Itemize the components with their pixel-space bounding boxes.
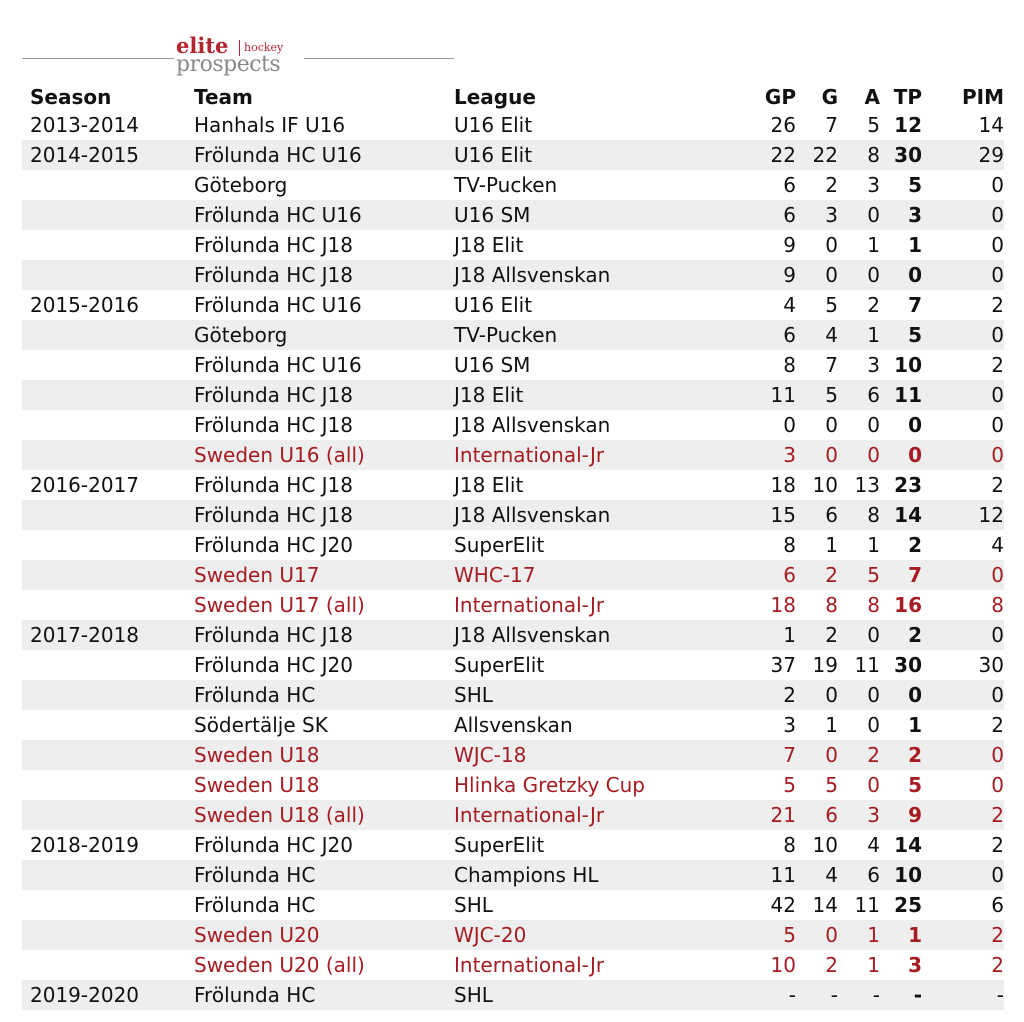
cell-g: 2: [796, 620, 838, 650]
table-row: [22, 500, 1004, 530]
cell-league: U16 SM: [454, 353, 531, 377]
header-team: Team: [194, 85, 253, 109]
table-row: [22, 170, 1004, 200]
cell-gp: 11: [736, 380, 796, 410]
cell-gp: 8: [783, 833, 796, 857]
table-row: [22, 230, 1004, 260]
cell-team: Frölunda HC J18: [194, 413, 353, 437]
cell-gp: 9: [736, 260, 796, 290]
cell-tp: -: [880, 980, 922, 1010]
cell-a: 1: [838, 920, 880, 950]
cell-gp: 2: [736, 680, 796, 710]
cell-a: 1: [867, 533, 880, 557]
cell-pim: 0: [922, 740, 1004, 770]
table-row: [22, 410, 1004, 440]
cell-league: SuperElit: [454, 533, 545, 557]
header-tp: TP: [893, 85, 922, 109]
cell-gp: 0: [783, 413, 796, 437]
cell-a: 8: [838, 140, 880, 170]
cell-league: International-Jr: [454, 593, 605, 617]
cell-tp: 2: [908, 533, 922, 557]
cell-league: SHL: [454, 980, 736, 1010]
cell-season: [22, 410, 194, 440]
cell-pim: 2: [991, 833, 1004, 857]
cell-gp: 6: [783, 173, 796, 197]
table-row: [22, 890, 1004, 920]
cell-pim: 29: [922, 140, 1004, 170]
table-row: [22, 680, 1004, 710]
table-row: [22, 710, 1004, 740]
cell-tp: 10: [880, 860, 922, 890]
logo-elite-text: elite: [176, 33, 229, 58]
cell-team: Frölunda HC J18: [194, 233, 353, 257]
cell-g: 2: [796, 560, 838, 590]
cell-tp: 10: [894, 353, 922, 377]
cell-gp: 5: [736, 920, 796, 950]
cell-team: Frölunda HC: [194, 980, 454, 1010]
cell-tp: 25: [894, 893, 922, 917]
cell-team: Göteborg: [194, 320, 454, 350]
cell-pim: 4: [991, 533, 1004, 557]
cell-a: 3: [867, 353, 880, 377]
cell-g: 0: [796, 680, 838, 710]
cell-gp: -: [736, 980, 796, 1010]
cell-team: Frölunda HC J20: [194, 653, 353, 677]
cell-league: U16 Elit: [454, 293, 533, 317]
cell-league: WHC-17: [454, 560, 736, 590]
table-row: [22, 380, 1004, 410]
cell-gp: 9: [783, 233, 796, 257]
table-row: [22, 110, 1004, 140]
cell-season: 2016-2017: [30, 473, 140, 497]
cell-tp: 7: [880, 560, 922, 590]
cell-season: 2013-2014: [30, 113, 140, 137]
cell-league: TV-Pucken: [454, 173, 558, 197]
cell-pim: 0: [922, 680, 1004, 710]
cell-a: 8: [838, 500, 880, 530]
cell-tp: 5: [908, 173, 922, 197]
cell-gp: 5: [783, 773, 796, 797]
cell-team: Sweden U17 (all): [194, 593, 365, 617]
cell-season: 2015-2016: [30, 293, 140, 317]
cell-league: J18 Allsvenskan: [454, 620, 736, 650]
cell-g: 8: [825, 593, 838, 617]
cell-gp: 1: [736, 620, 796, 650]
elite-prospects-logo: [22, 34, 454, 82]
cell-league: U16 Elit: [454, 140, 736, 170]
cell-g: 3: [796, 200, 838, 230]
cell-g: 2: [825, 173, 838, 197]
table-row: [22, 830, 1004, 860]
cell-a: 5: [867, 113, 880, 137]
cell-team: Frölunda HC J18: [194, 620, 454, 650]
cell-season: [22, 800, 194, 830]
cell-tp: 9: [880, 800, 922, 830]
cell-league: WJC-20: [454, 920, 736, 950]
cell-a: 0: [867, 713, 880, 737]
cell-team: Frölunda HC J18: [194, 260, 454, 290]
cell-a: 6: [838, 380, 880, 410]
cell-a: 2: [838, 740, 880, 770]
cell-g: 4: [796, 860, 838, 890]
cell-a: 0: [867, 413, 880, 437]
cell-team: Göteborg: [194, 173, 288, 197]
cell-g: 0: [796, 920, 838, 950]
cell-tp: 1: [908, 713, 922, 737]
cell-season: 2018-2019: [30, 833, 140, 857]
cell-a: 11: [854, 653, 880, 677]
cell-pim: 2: [991, 953, 1004, 977]
cell-gp: 11: [736, 860, 796, 890]
cell-g: 7: [825, 353, 838, 377]
cell-g: 14: [812, 893, 838, 917]
cell-a: 1: [867, 953, 880, 977]
cell-pim: 0: [922, 440, 1004, 470]
cell-pim: 2: [991, 473, 1004, 497]
cell-pim: 0: [922, 380, 1004, 410]
cell-league: J18 Allsvenskan: [454, 500, 736, 530]
cell-pim: 0: [922, 620, 1004, 650]
cell-season: [22, 890, 194, 920]
cell-g: 5: [825, 773, 838, 797]
cell-pim: 2: [922, 920, 1004, 950]
cell-tp: 5: [880, 320, 922, 350]
cell-league: U16 SM: [454, 200, 736, 230]
cell-tp: 0: [908, 413, 922, 437]
cell-tp: 11: [880, 380, 922, 410]
stats-body: [22, 110, 1004, 1010]
cell-pim: 0: [991, 773, 1004, 797]
cell-season: [22, 680, 194, 710]
cell-gp: 8: [783, 533, 796, 557]
cell-g: 6: [796, 800, 838, 830]
cell-a: 0: [838, 440, 880, 470]
cell-team: Frölunda HC U16: [194, 200, 454, 230]
cell-tp: 2: [880, 740, 922, 770]
cell-pim: 6: [991, 893, 1004, 917]
cell-g: 6: [796, 500, 838, 530]
table-row: [22, 860, 1004, 890]
cell-pim: 0: [922, 560, 1004, 590]
cell-a: 1: [838, 320, 880, 350]
stats-header-row: [22, 82, 1004, 110]
cell-season: [22, 440, 194, 470]
cell-league: J18 Allsvenskan: [454, 260, 736, 290]
cell-gp: 7: [736, 740, 796, 770]
cell-a: 3: [838, 800, 880, 830]
table-row: [22, 560, 1004, 590]
cell-g: 1: [825, 533, 838, 557]
cell-league: International-Jr: [454, 800, 736, 830]
cell-team: Frölunda HC: [194, 680, 454, 710]
cell-pim: 2: [991, 713, 1004, 737]
cell-season: [22, 770, 194, 800]
cell-pim: 2: [991, 293, 1004, 317]
cell-gp: 8: [783, 353, 796, 377]
cell-g: 19: [812, 653, 838, 677]
cell-tp: 14: [894, 833, 922, 857]
cell-pim: 0: [991, 413, 1004, 437]
cell-a: 1: [867, 233, 880, 257]
cell-league: SuperElit: [454, 833, 545, 857]
cell-season: [22, 380, 194, 410]
cell-season: [22, 710, 194, 740]
cell-team: Sweden U16 (all): [194, 440, 454, 470]
cell-league: TV-Pucken: [454, 320, 736, 350]
table-row: [22, 800, 1004, 830]
cell-season: [22, 350, 194, 380]
cell-tp: 1: [908, 233, 922, 257]
cell-gp: 6: [736, 560, 796, 590]
table-row: [22, 980, 1004, 1010]
cell-tp: 14: [880, 500, 922, 530]
cell-g: 1: [825, 713, 838, 737]
cell-league: International-Jr: [454, 440, 736, 470]
cell-tp: 30: [880, 140, 922, 170]
cell-season: [22, 650, 194, 680]
table-row: [22, 260, 1004, 290]
cell-season: [22, 320, 194, 350]
cell-gp: 10: [770, 953, 796, 977]
cell-a: 0: [838, 200, 880, 230]
cell-season: [22, 590, 194, 620]
cell-g: -: [796, 980, 838, 1010]
cell-a: 0: [838, 620, 880, 650]
cell-pim: 12: [922, 500, 1004, 530]
table-row: [22, 650, 1004, 680]
cell-gp: 26: [770, 113, 796, 137]
cell-g: 7: [825, 113, 838, 137]
cell-season: 2019-2020: [22, 980, 194, 1010]
cell-tp: 0: [880, 260, 922, 290]
cell-team: Södertälje SK: [194, 713, 328, 737]
header-league: League: [454, 85, 536, 109]
cell-season: [22, 200, 194, 230]
cell-a: 11: [854, 893, 880, 917]
cell-gp: 22: [736, 140, 796, 170]
cell-tp: 12: [894, 113, 922, 137]
cell-tp: 0: [880, 440, 922, 470]
cell-tp: 1: [880, 920, 922, 950]
cell-team: Hanhals IF U16: [194, 113, 346, 137]
cell-gp: 37: [770, 653, 796, 677]
cell-pim: 8: [991, 593, 1004, 617]
cell-season: [22, 170, 194, 200]
cell-g: 5: [825, 293, 838, 317]
cell-g: 4: [796, 320, 838, 350]
cell-a: 0: [838, 260, 880, 290]
cell-pim: 0: [991, 233, 1004, 257]
cell-g: 2: [825, 953, 838, 977]
table-row: [22, 290, 1004, 320]
stats-table: [22, 82, 1004, 1010]
cell-a: 2: [867, 293, 880, 317]
logo-rule-left: [22, 58, 174, 59]
cell-season: [22, 230, 194, 260]
cell-team: Frölunda HC: [194, 893, 316, 917]
cell-pim: -: [922, 980, 1004, 1010]
cell-a: 0: [838, 680, 880, 710]
cell-season: [22, 560, 194, 590]
cell-a: 4: [867, 833, 880, 857]
cell-pim: 30: [978, 653, 1004, 677]
cell-team: Sweden U18: [194, 740, 454, 770]
cell-a: 3: [867, 173, 880, 197]
cell-team: Sweden U17: [194, 560, 454, 590]
table-row: [22, 140, 1004, 170]
cell-league: Champions HL: [454, 860, 736, 890]
cell-gp: 15: [736, 500, 796, 530]
table-row: [22, 200, 1004, 230]
table-row: [22, 470, 1004, 500]
cell-season: [22, 740, 194, 770]
cell-pim: 2: [922, 800, 1004, 830]
cell-tp: 5: [908, 773, 922, 797]
cell-pim: 14: [978, 113, 1004, 137]
header-g: G: [821, 85, 838, 109]
table-row: [22, 350, 1004, 380]
header-pim: PIM: [961, 85, 1004, 109]
cell-tp: 0: [880, 680, 922, 710]
cell-season: [22, 530, 194, 560]
cell-team: Frölunda HC U16: [194, 353, 362, 377]
table-row: [22, 740, 1004, 770]
logo-prospects-text: prospects: [176, 52, 281, 77]
cell-league: SHL: [454, 893, 493, 917]
header-gp: GP: [764, 85, 796, 109]
cell-team: Frölunda HC U16: [194, 293, 362, 317]
cell-gp: 6: [736, 320, 796, 350]
cell-pim: 0: [922, 200, 1004, 230]
cell-season: 2014-2015: [22, 140, 194, 170]
cell-g: 0: [796, 440, 838, 470]
logo-hockey-text: hockey: [244, 41, 284, 54]
cell-team: Frölunda HC U16: [194, 140, 454, 170]
cell-league: U16 Elit: [454, 113, 533, 137]
cell-tp: 2: [880, 620, 922, 650]
cell-a: 5: [838, 560, 880, 590]
cell-gp: 21: [736, 800, 796, 830]
cell-season: [22, 260, 194, 290]
cell-gp: 3: [736, 440, 796, 470]
table-row: [22, 530, 1004, 560]
cell-g: 0: [825, 413, 838, 437]
cell-pim: 2: [991, 353, 1004, 377]
cell-team: Sweden U18: [194, 773, 320, 797]
cell-a: 8: [867, 593, 880, 617]
cell-pim: 0: [922, 320, 1004, 350]
cell-season: [22, 920, 194, 950]
cell-league: International-Jr: [454, 953, 605, 977]
cell-g: 10: [812, 473, 838, 497]
cell-tp: 23: [894, 473, 922, 497]
cell-season: [22, 860, 194, 890]
cell-league: J18 Allsvenskan: [454, 413, 611, 437]
cell-g: 0: [796, 260, 838, 290]
cell-a: 6: [838, 860, 880, 890]
cell-tp: 16: [894, 593, 922, 617]
table-row: [22, 920, 1004, 950]
cell-pim: 0: [922, 260, 1004, 290]
cell-team: Frölunda HC J20: [194, 833, 353, 857]
cell-gp: 18: [770, 473, 796, 497]
cell-tp: 7: [908, 293, 922, 317]
cell-team: Sweden U20 (all): [194, 953, 365, 977]
cell-gp: 42: [770, 893, 796, 917]
cell-league: SHL: [454, 680, 736, 710]
cell-tp: 3: [880, 200, 922, 230]
cell-league: Allsvenskan: [454, 713, 573, 737]
logo-rule-right: [304, 58, 454, 59]
cell-g: 0: [825, 233, 838, 257]
table-row: [22, 950, 1004, 980]
cell-team: Frölunda HC J18: [194, 473, 353, 497]
cell-a: 13: [854, 473, 880, 497]
cell-league: Hlinka Gretzky Cup: [454, 773, 645, 797]
cell-pim: 0: [922, 860, 1004, 890]
table-row: [22, 320, 1004, 350]
cell-a: -: [838, 980, 880, 1010]
cell-team: Sweden U20: [194, 920, 454, 950]
table-row: [22, 620, 1004, 650]
cell-gp: 6: [736, 200, 796, 230]
cell-season: [22, 950, 194, 980]
cell-league: SuperElit: [454, 653, 545, 677]
cell-gp: 18: [770, 593, 796, 617]
cell-pim: 0: [991, 173, 1004, 197]
table-row: [22, 440, 1004, 470]
table-row: [22, 770, 1004, 800]
header-a: A: [864, 85, 880, 109]
cell-g: 22: [796, 140, 838, 170]
cell-team: Frölunda HC: [194, 860, 454, 890]
cell-gp: 4: [783, 293, 796, 317]
cell-league: J18 Elit: [454, 233, 524, 257]
cell-team: Frölunda HC J18: [194, 500, 454, 530]
cell-tp: 3: [908, 953, 922, 977]
cell-g: 0: [796, 740, 838, 770]
table-row: [22, 590, 1004, 620]
cell-g: 5: [796, 380, 838, 410]
cell-gp: 3: [783, 713, 796, 737]
cell-team: Frölunda HC J20: [194, 533, 353, 557]
cell-league: J18 Elit: [454, 380, 736, 410]
cell-season: [22, 500, 194, 530]
cell-g: 10: [812, 833, 838, 857]
cell-league: J18 Elit: [454, 473, 524, 497]
cell-tp: 30: [894, 653, 922, 677]
cell-league: WJC-18: [454, 740, 736, 770]
cell-a: 0: [867, 773, 880, 797]
cell-team: Frölunda HC J18: [194, 380, 454, 410]
header-season: Season: [30, 85, 112, 109]
cell-team: Sweden U18 (all): [194, 800, 454, 830]
cell-season: 2017-2018: [22, 620, 194, 650]
